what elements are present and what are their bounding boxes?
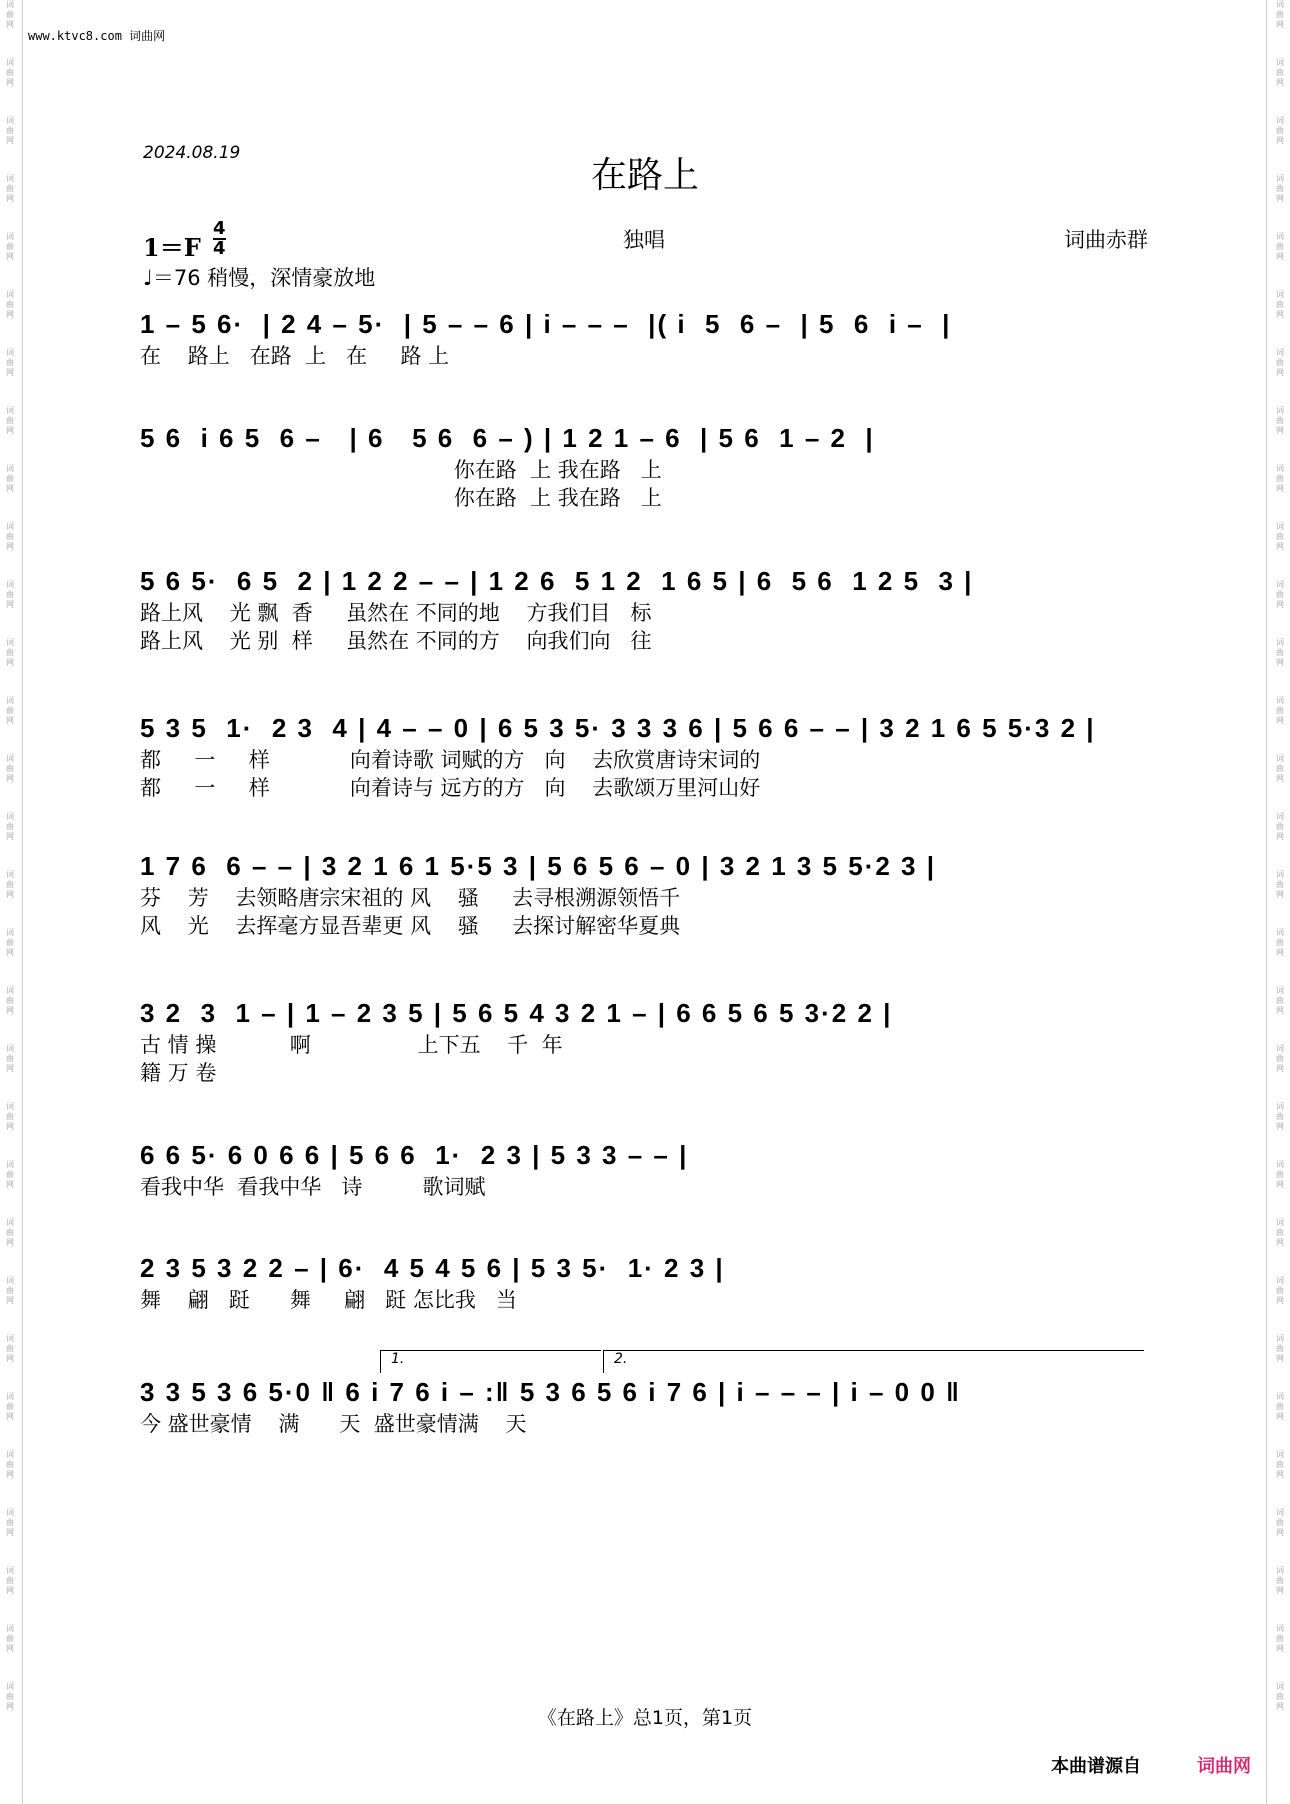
watermark-text: 词曲网 — [1276, 1624, 1284, 1653]
tempo-marking: ♩＝76 稍慢，深情豪放地 — [143, 266, 376, 290]
watermark-text: 词曲网 — [1276, 638, 1284, 667]
watermark-text: 词曲网 — [6, 290, 14, 319]
left-margin-line — [22, 0, 23, 1804]
watermark-text: 词曲网 — [6, 1392, 14, 1421]
meter-top: 4 — [213, 218, 226, 239]
watermark-text: 词曲网 — [1276, 1450, 1284, 1479]
lyric-line: 你在路 上 我在路 上 — [140, 486, 662, 510]
watermark-left — [4, 0, 16, 1804]
watermark-text: 词曲网 — [1276, 928, 1284, 957]
watermark-text: 词曲网 — [1276, 1508, 1284, 1537]
watermark-text: 词曲网 — [1276, 232, 1284, 261]
notation-line: 5 6 i 6 5 6 – | 6 5 6 6 – ) | 1 2 1 – 6 | 5 6 1 – 2 | — [140, 423, 875, 453]
notation-line: 5 6 5· 6 5 2 | 1 2 2 – – | 1 2 6 5 1 2 1 6 5 | 6 5 6 1 2 5 3 | — [140, 566, 974, 596]
key-signature: 1＝F — [143, 233, 201, 262]
watermark-text: 词曲网 — [1276, 1218, 1284, 1247]
watermark-right — [1274, 0, 1286, 1804]
volta-2-label: 2. — [614, 1351, 628, 1367]
lyric-line: 看我中华 看我中华 诗 歌词赋 — [140, 1175, 486, 1199]
lyric-line: 今 盛世豪情 满 天 盛世豪情满 天 — [140, 1412, 527, 1436]
watermark-text: 词曲网 — [1276, 580, 1284, 609]
lyric-line: 都 一 样 向着诗与 远方的方 向 去歌颂万里河山好 — [140, 776, 761, 800]
notation-line: 3 2 3 1 – | 1 – 2 3 5 | 5 6 5 4 3 2 1 – | 6 6 5 6 5 3·2 2 | — [140, 998, 893, 1028]
watermark-text: 词曲网 — [1276, 1566, 1284, 1595]
watermark-text: 词曲网 — [1276, 754, 1284, 783]
page-title: 在路上 — [590, 155, 699, 196]
watermark-text: 词曲网 — [1276, 696, 1284, 725]
watermark-text: 词曲网 — [1276, 812, 1284, 841]
watermark-text: 词曲网 — [6, 638, 14, 667]
watermark-text: 词曲网 — [6, 1218, 14, 1247]
lyric-line: 古 情 操 啊 上下五 千 年 — [140, 1033, 563, 1057]
lyric-line: 你在路 上 我在路 上 — [140, 458, 662, 482]
watermark-text: 词曲网 — [6, 116, 14, 145]
watermark-text: 词曲网 — [1276, 1392, 1284, 1421]
system-8 — [140, 1250, 1150, 1314]
right-margin-line — [1266, 0, 1267, 1804]
performance-form: 独唱 — [623, 228, 665, 252]
watermark-text: 词曲网 — [6, 58, 14, 87]
lyric-line: 在 路上 在路 上 在 路 上 — [140, 344, 450, 368]
meter-bottom: 4 — [213, 238, 226, 259]
system-1 — [140, 306, 1150, 370]
watermark-text: 词曲网 — [6, 580, 14, 609]
score-date: 2024.08.19 — [143, 143, 241, 163]
watermark-text: 词曲网 — [1276, 406, 1284, 435]
watermark-text: 词曲网 — [6, 1450, 14, 1479]
watermark-text: 词曲网 — [6, 174, 14, 203]
watermark-text: 词曲网 — [1276, 464, 1284, 493]
watermark-text: 词曲网 — [6, 1682, 14, 1711]
system-3 — [140, 563, 1150, 655]
system-9 — [140, 1351, 1150, 1438]
watermark-text: 词曲网 — [6, 464, 14, 493]
watermark-text: 词曲网 — [1276, 1276, 1284, 1305]
watermark-text: 词曲网 — [1276, 1334, 1284, 1363]
watermark-text: 词曲网 — [6, 348, 14, 377]
watermark-text: 词曲网 — [6, 870, 14, 899]
watermark-text: 词曲网 — [6, 1508, 14, 1537]
watermark-text: 词曲网 — [1276, 58, 1284, 87]
watermark-text: 词曲网 — [1276, 986, 1284, 1015]
system-2 — [140, 420, 1150, 512]
lyric-line: 都 一 样 向着诗歌 词赋的方 向 去欣赏唐诗宋词的 — [140, 748, 761, 772]
lyric-line: 籍 万 卷 — [140, 1061, 217, 1085]
notation-line: 6 6 5· 6 0 6 6 | 5 6 6 1· 2 3 | 5 3 3 – – | — [140, 1140, 689, 1170]
watermark-text: 词曲网 — [6, 406, 14, 435]
watermark-text: 词曲网 — [1276, 522, 1284, 551]
notation-line: 5 3 5 1· 2 3 4 | 4 – – 0 | 6 5 3 5· 3 3 3 6 | 5 6 6 – – | 3 2 1 6 5 5·3 2 | — [140, 713, 1096, 743]
system-4 — [140, 710, 1150, 802]
time-signature — [213, 220, 226, 258]
watermark-text: 词曲网 — [6, 1160, 14, 1189]
watermark-text: 词曲网 — [6, 1102, 14, 1131]
volta-1-label: 1. — [391, 1351, 405, 1367]
lyric-line: 风 光 去挥毫方显吾辈更 风 骚 去探讨解密华夏典 — [140, 914, 681, 938]
notation-line: 2 3 5 3 2 2 – | 6· 4 5 4 5 6 | 5 3 5· 1· 2 3 | — [140, 1253, 725, 1283]
notation-line: 1 7 6 6 – – | 3 2 1 6 1 5·5 3 | 5 6 5 6 – 0 | 3 2 1 3 5 5·2 3 | — [140, 851, 937, 881]
watermark-text: 词曲网 — [1276, 1044, 1284, 1073]
watermark-text: 词曲网 — [1276, 870, 1284, 899]
composer-credit: 词曲赤群 — [1064, 228, 1148, 252]
system-6 — [140, 995, 1150, 1087]
watermark-text: 词曲网 — [1276, 290, 1284, 319]
watermark-text: 词曲网 — [6, 232, 14, 261]
watermark-text: 词曲网 — [1276, 348, 1284, 377]
watermark-text: 词曲网 — [1276, 116, 1284, 145]
watermark-text: 词曲网 — [6, 0, 14, 29]
watermark-text: 词曲网 — [6, 754, 14, 783]
volta-second-ending — [603, 1350, 1144, 1373]
watermark-text: 词曲网 — [6, 696, 14, 725]
watermark-text: 词曲网 — [6, 812, 14, 841]
source-label: 本曲谱源自 — [1051, 1756, 1141, 1777]
lyric-line: 芬 芳 去领略唐宗宋祖的 风 骚 去寻根溯源领悟千 — [140, 886, 681, 910]
watermark-text: 词曲网 — [1276, 1160, 1284, 1189]
source-brand-link[interactable]: 词曲网 — [1197, 1756, 1251, 1777]
watermark-text: 词曲网 — [1276, 1682, 1284, 1711]
watermark-text: 词曲网 — [6, 986, 14, 1015]
watermark-text: 词曲网 — [1276, 1102, 1284, 1131]
watermark-text: 词曲网 — [6, 522, 14, 551]
watermark-text: 词曲网 — [6, 1624, 14, 1653]
watermark-text: 词曲网 — [6, 928, 14, 957]
watermark-text: 词曲网 — [6, 1044, 14, 1073]
volta-first-ending — [380, 1350, 601, 1373]
watermark-text: 词曲网 — [1276, 174, 1284, 203]
page-number: 《在路上》总1页，第1页 — [537, 1707, 753, 1729]
site-url: www.ktvc8.com 词曲网 — [28, 29, 166, 43]
notation-line: 1 – 5 6· | 2 4 – 5· | 5 – – 6 | i – – – |( i 5 6 – | 5 6 i – | — [140, 309, 952, 339]
system-5 — [140, 848, 1150, 940]
lyric-line: 舞 翩 跹 舞 翩 跹 怎比我 当 — [140, 1288, 517, 1312]
lyric-line: 路上风 光 别 样 虽然在 不同的方 向我们向 往 — [140, 629, 652, 653]
watermark-text: 词曲网 — [1276, 0, 1284, 29]
watermark-text: 词曲网 — [6, 1334, 14, 1363]
watermark-text: 词曲网 — [6, 1276, 14, 1305]
lyric-line: 路上风 光 飘 香 虽然在 不同的地 方我们目 标 — [140, 601, 652, 625]
notation-line: 3 3 5 3 6 5·0 ‖ 6 i 7 6 i – :‖ 5 3 6 5 6 i 7 6 | i – – – | i – 0 0 ‖ — [140, 1377, 961, 1407]
system-7 — [140, 1137, 1150, 1201]
watermark-text: 词曲网 — [6, 1566, 14, 1595]
